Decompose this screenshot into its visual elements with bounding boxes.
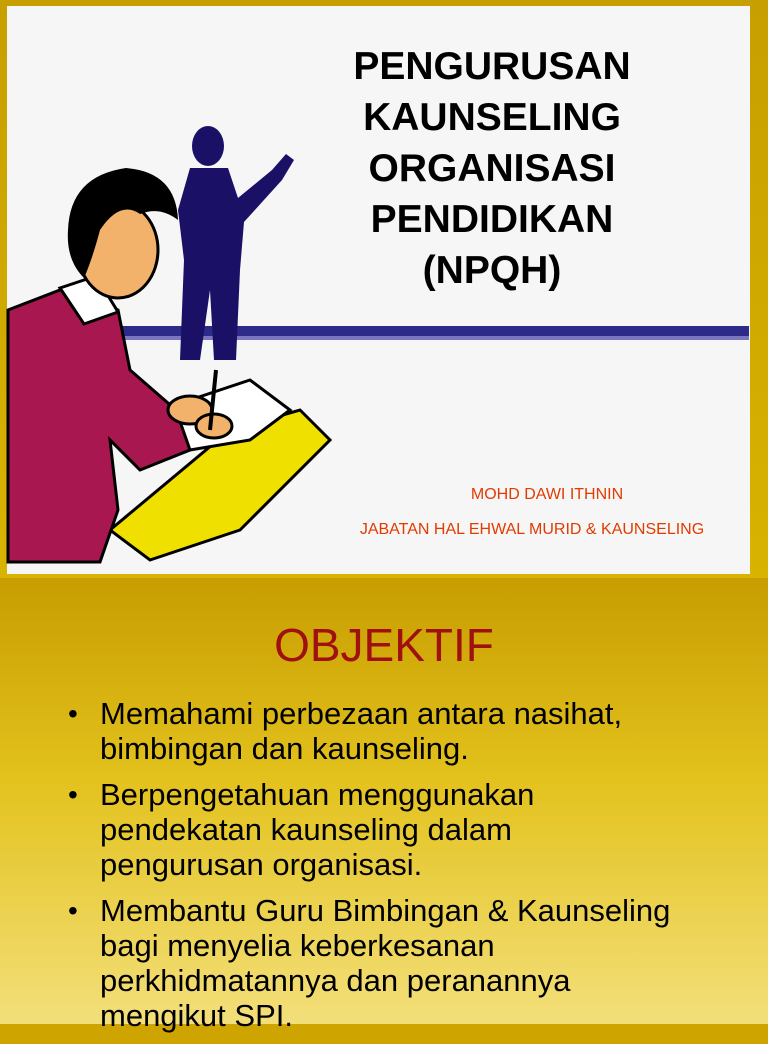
author-name: MOHD DAWI ITHNIN: [470, 486, 624, 503]
objectives-title: OBJEKTIF: [274, 619, 494, 671]
list-item: [62, 893, 752, 1033]
list-item: [62, 696, 752, 766]
bullet-line: mengikut SPI.: [100, 998, 293, 1033]
presenter-silhouette-icon: [178, 126, 294, 360]
bullet-icon: •: [68, 779, 78, 810]
student-writing-clipart-icon: [0, 110, 340, 570]
objectives-slide: [0, 578, 768, 1033]
title-line: (NPQH): [422, 249, 562, 292]
title-line: PENGURUSAN: [353, 45, 631, 88]
list-item: [62, 777, 752, 882]
bullet-line: bagi menyelia keberkesanan: [100, 928, 495, 963]
bullet-line: pengurusan organisasi.: [100, 847, 423, 882]
bullet-line: Berpengetahuan menggunakan: [100, 777, 535, 812]
bullet-icon: •: [68, 698, 78, 729]
bullet-line: Membantu Guru Bimbingan & Kaunseling: [100, 893, 671, 928]
title-line: KAUNSELING: [363, 96, 621, 139]
title-line: ORGANISASI: [368, 147, 616, 190]
bullet-line: bimbingan dan kaunseling.: [100, 731, 469, 766]
bullet-line: pendekatan kaunseling dalam: [100, 812, 512, 847]
bullet-icon: •: [68, 895, 78, 926]
bullet-line: Memahami perbezaan antara nasihat,: [100, 696, 623, 731]
slide-title: [297, 41, 687, 296]
bullet-line: perkhidmatannya dan peranannya: [100, 963, 571, 998]
objectives-list: [62, 696, 752, 1044]
title-line: PENDIDIKAN: [370, 198, 614, 241]
department-name: JABATAN HAL EHWAL MURID & KAUNSELING: [359, 521, 705, 538]
